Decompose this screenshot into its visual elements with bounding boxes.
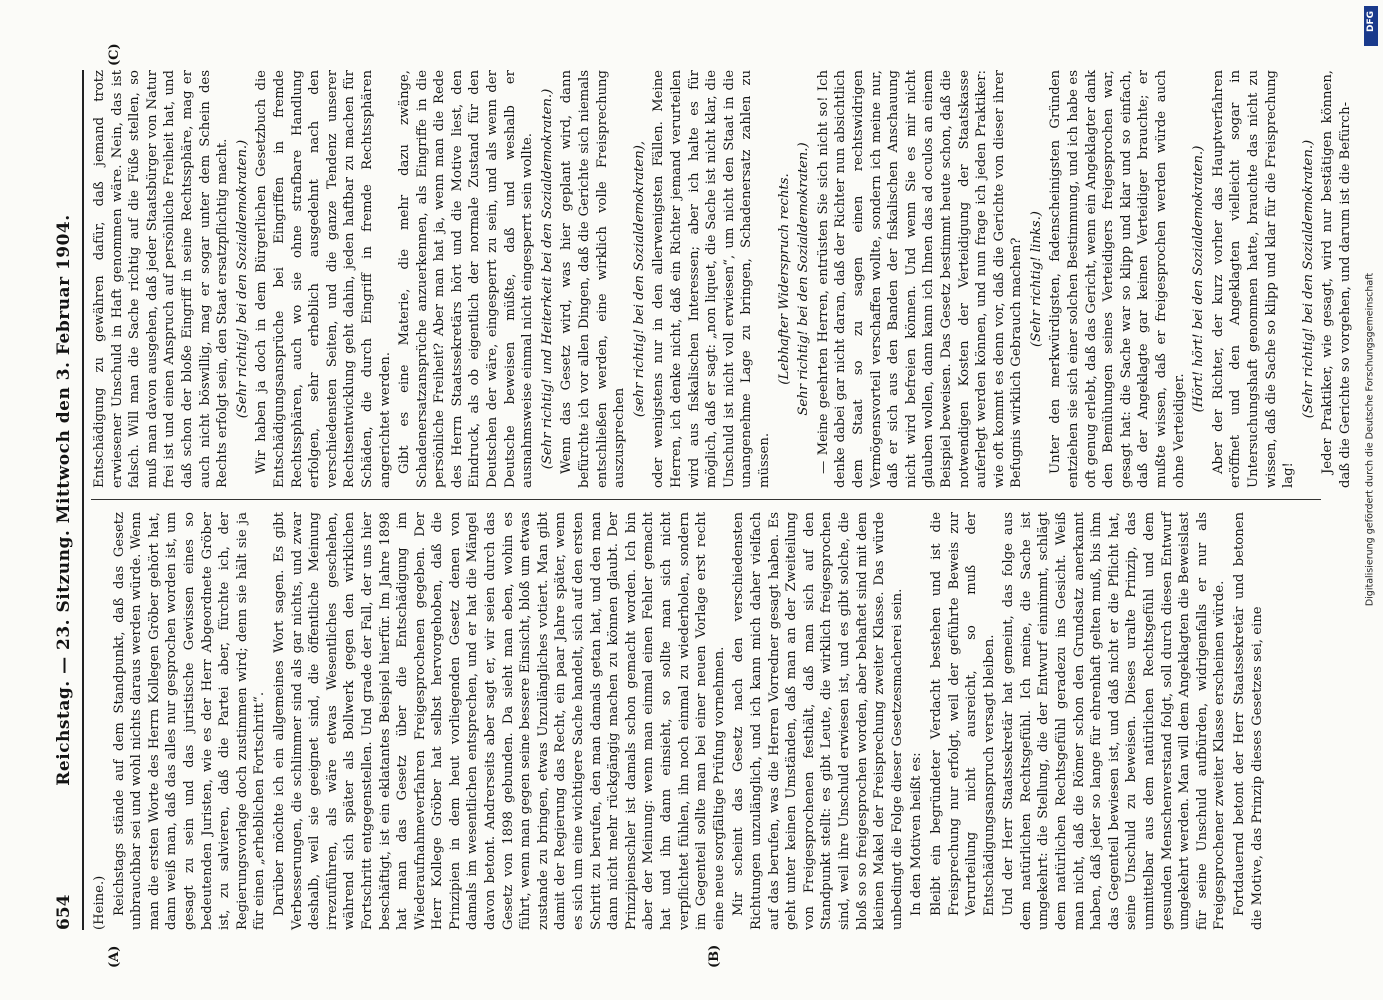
paragraph: Wenn das Gesetz wird, was hier geplant wird, dann befürchte ich vor allen Dingen, daß die Gerichte sich niemals entschließen werden, eine wirklich volle Freisprechung auszusprechen	[558, 70, 627, 488]
paragraph: oder wenigstens nur in den allerwenigsten Fällen. Meine Herren, ich denke nicht, daß ein Richter jemand verurteilen wird aus fiskalischen Interessen; aber ich halte es für möglich, daß er sagt: „non liquet, die Sache ist nicht klar, die Unschuld ist nicht voll erwiesen“, um nicht den Staat in die unangenehme Lage zu bringen, Schadenersatz zahlen zu müssen.	[650, 70, 772, 488]
dfg-logo	[1364, 6, 1378, 46]
margin-mark-c: (C)	[106, 43, 122, 66]
paragraph: Jeder Praktiker, wie gesagt, wird nur bestätigen können, daß die Gerichte so vorgehen, und darum ist die Befürch-	[1319, 70, 1353, 488]
paragraph: Und der Herr Staatssekretär hat gemeint, das folge aus dem natürlichen Rechtsgefühl. Ich meine, die Sache ist umgekehrt: die Stellung, die der Entwurf einnimmt, schlägt dem natürlichen Rechtsgefühl geradezu ins Gesicht. Weiß man nicht, daß die Römer schon den Grundsatz anerkannt haben, daß jeder so lange für ehrenhaft gelten muß, bis ihm das Gegenteil bewiesen ist, und daß nicht er die Pflicht hat, seine Unschuld zu beweisen. Dieses uralte Prinzip, das unmittelbar aus dem natürlichen Rechtsgefühl und dem gesunden Menschenverstand folgt, soll durch diesen Entwurf umgekehrt werden. Man will dem Angeklagten die Beweislast für seine Unschuld aufbürden, widrigenfalls er nur als Freigesprochener zweiter Klasse erscheinen würde.	[1000, 512, 1227, 930]
paragraph: Fortdauernd betont der Herr Staatssekretär und betonen die Motive, das Prinzip dieses Gesetzes sei, eine	[1231, 512, 1265, 930]
paragraph: Aber der Richter, der kurz vorher das Hauptverfahren eröffnet und den Angeklagten vielleicht sogar in Untersuchungshaft genommen hatte, brauchte das nicht zu wissen, daß die Sache so klipp und klar für die Freisprechung lag!	[1210, 70, 1296, 488]
interjection: (Sehr richtig! links.)	[1028, 211, 1044, 347]
column-separator	[91, 499, 1321, 500]
dfg-logo-text: DFG	[1366, 10, 1376, 32]
digitization-note-text: Digitalisierung gefördert durch die Deutsche Forschungsgemeinschaft	[1364, 272, 1376, 607]
paragraph: Wir haben ja doch in dem Bürgerlichen Gesetzbuch die Entschädigungsansprüche bei Eingriffen in fremde Rechtssphären, auch wo sie ohne strafbare Handlung erfolgen, sehr erheblich ausgedehnt nach den verschiedensten Seiten, und die ganze Tendenz unserer Rechtsentwicklung geht dahin, jeden haftbar zu machen für Schäden, die durch Eingriff in fremde Rechtssphären angerichtet werden.	[253, 70, 392, 488]
paragraph: Darüber möchte ich ein allgemeines Wort sagen. Es gibt Verbesserungen, die schlimmer sind als gar nichts, und zwar deshalb, weil sie geeignet sind, die öffentliche Meinung irrezuführen, als wäre etwas Wesentliches geschehen, während sich später als Bollwerk gegen den wirklichen Fortschritt entgegenstellen. Und grade der Fall, der uns hier beschäftigt, ist ein eklatantes Beispiel hierfür. Im Jahre 1898 hat man das Gesetz über die Entschädigung im Wiederaufnahmeverfahren Freigesprochenen gegeben. Der Herr Kollege Gröber hat selbst hervorgehoben, daß die Prinzipien in dem heut vorliegenden Gesetz denen von damals im wesentlichen entsprechen, und er hat die Mängel davon betont. Andrerseits aber sagt er, wir seien durch das Gesetz von 1898 gebunden. Da sieht man eben, wohin es führt, wenn man gegen seine bessere Einsicht, bloß um etwas zustande zu bringen, etwas Unzulängliches votiert. Man gibt damit der Regierung das Recht, ein paar Jahre später, wenn es sich um eine wichtigere Sache handelt, sich auf den ersten Schritt zu berufen, den man damals getan hat, und den man dann nicht mehr rückgängig machen zu können glaubt. Der Prinzipienschler ist damals schon gemacht worden. Ich bin aber der Meinung: wenn man einmal einen Fehler gemacht hat und ihn dann einsieht, so sollte man sich nicht verpflichtet fühlen, ihn noch einmal zu wiederholen, sondern im Gegenteil sollte man bei einer neuen Vorlage erst recht eine neue sorgfältige Prüfung vornehmen.	[271, 512, 727, 930]
quoted-passage: Bleibt ein begründeter Verdacht bestehen und ist die Freisprechung nur erfolgt, weil der geführte Beweis zur Verurteilung nicht ausreicht, so muß der Entschädigungsanspruch versagt bleiben.	[928, 512, 997, 916]
interjection: Sehr richtig! bei den Sozialdemokraten.)	[795, 142, 811, 416]
margin-mark-a: (A)	[106, 945, 122, 968]
interjection: (Hört! hört! bei den Sozialdemokraten.)	[1190, 145, 1206, 413]
paragraph: Entschädigung zu gewähren dafür, daß jemand trotz erwiesener Unschuld in Haft genommen wäre. Nein, das ist falsch. Will man die Sache richtig auf die Füße stellen, so muß man davon ausgehen, daß jeder Staatsbürger von Natur frei ist und einen Anspruch auf persönliche Freiheit hat, und daß schon der bloße Eingriff in seine Rechtssphäre, mag er auch nicht böswillig, mag er sogar unter dem Schein des Rechts erfolgt sein, den Staat ersatzpflichtig macht.	[91, 70, 230, 488]
header-rule	[82, 70, 84, 930]
paragraph: Reichstags stände auf dem Standpunkt, daß das Gesetz unbrauchbar sei und wohl nichts daraus werden würde. Wenn man die ersten Worte des Herrn Kollegen Gröber gehört hat, dann weiß man, daß das alles nur gesprochen worden ist, um gesagt zu sein und das juristische Gewissen eines so bedeutenden Juristen, wie es der Herr Abgeordnete Gröber ist, zu salvieren, daß die Partei aber, fürchte ich, der Regierungsvorlage doch zustimmen wird; denn sie hält sie ja für einen „erheblichen Fortschritt“.	[111, 512, 267, 930]
paragraph: — Meine geehrten Herren, entrüsten Sie sich nicht so! Ich denke dabei gar nicht daran, daß der Richter nun absichtlich dem Staat so zu sagen einen rechtswidrigen Vermögensvorteil verschaffen wollte, sondern ich meine nur, daß er sich aus den Banden der fiskalischen Anschauung nicht wird befreien können. Und wenn Sie es mir nicht glauben wollen, dann kann ich Ihnen das ad oculos an einem Beispiel beweisen. Das Gesetz bestimmt heute schon, daß die notwendigen Kosten der Verteidigung der Staatskasse auferlegt werden können, und nun frage ich jeden Praktiker: wie oft kommt es denn vor, daß die Gerichte von dieser ihrer Befugnis wirklich Gebrauch machen?	[815, 70, 1024, 488]
interjection: (sehr richtig! bei den Sozialdemokraten),	[631, 140, 647, 418]
speaker-name: (Heine.)	[91, 875, 107, 930]
paragraph: Gibt es eine Materie, die mehr dazu zwänge, Schadenersatzansprüche anzuerkennen, als Eingriffe in die persönliche Freiheit? Aber man hat ja, wenn man die Rede des Herrn Staatssekretärs hört und die Motive liest, den Eindruck, als ob eigentlich der normale Zustand für den Deutschen der wäre, eingesperrt zu sein, und als wenn der Deutsche beweisen müßte, daß und weshalb er ausnahmsweise einmal nicht eingesperrt sein wollte.	[396, 70, 535, 488]
interjection: (Sehr richtig! und Heiterkeit bei den Sozialdemokraten.)	[539, 88, 555, 470]
interjection: (Sehr richtig! bei den Sozialdemokraten.)	[234, 139, 250, 419]
page-header	[52, 70, 80, 930]
interjection: (Sehr richtig! bei den Sozialdemokraten.)	[1300, 139, 1316, 419]
interjection: (Lebhafter Widerspruch rechts.	[776, 173, 792, 385]
rotated-page	[47, 43, 1353, 968]
column-left	[91, 512, 1321, 930]
paragraph: In den Motiven heißt es:	[908, 752, 924, 916]
page-title: Reichstag. — 23. Sitzung. Mittwoch den 3. Februar 1904.	[53, 214, 74, 786]
paragraph: Unter den merkwürdigsten, fadenscheinigsten Gründen entziehen sie sich einer solchen Bestimmung, und ich habe es oft genug erlebt, daß das Gericht, wenn ein Angeklagter dank den Bemühungen seines Verteidigers freigesprochen war, gesagt hat: die Sache war so klipp und klar und so einfach, daß der Angeklagte gar keinen Verteidiger brauchte; er mußte wissen, daß er freigesprochen werden würde auch ohne Verteidiger.	[1047, 70, 1187, 488]
column-right	[91, 70, 1353, 488]
page-number: 654	[53, 894, 74, 930]
margin-mark-b: (B)	[706, 944, 722, 968]
paragraph: Mir scheint das Gesetz nach den verschiedensten Richtungen unzulänglich, und ich kann mich daher vielfach auf das berufen, was die Herren Vorredner gesagt haben. Es geht unter keinen Umständen, daß man an der Zweiteilung von Freigesprochenen festhält, daß man sich auf den Standpunkt stellt: es gibt Leute, die wirklich freigesprochen sind, weil ihre Unschuld erwiesen ist, und es gibt solche, die bloß so so freigesprochen worden, aber behaftet sind mit dem kleinen Makel der Freisprechung zweiter Klasse. Das würde unbedingt die Folge dieser Gesetzesmacherei sein.	[730, 512, 905, 930]
